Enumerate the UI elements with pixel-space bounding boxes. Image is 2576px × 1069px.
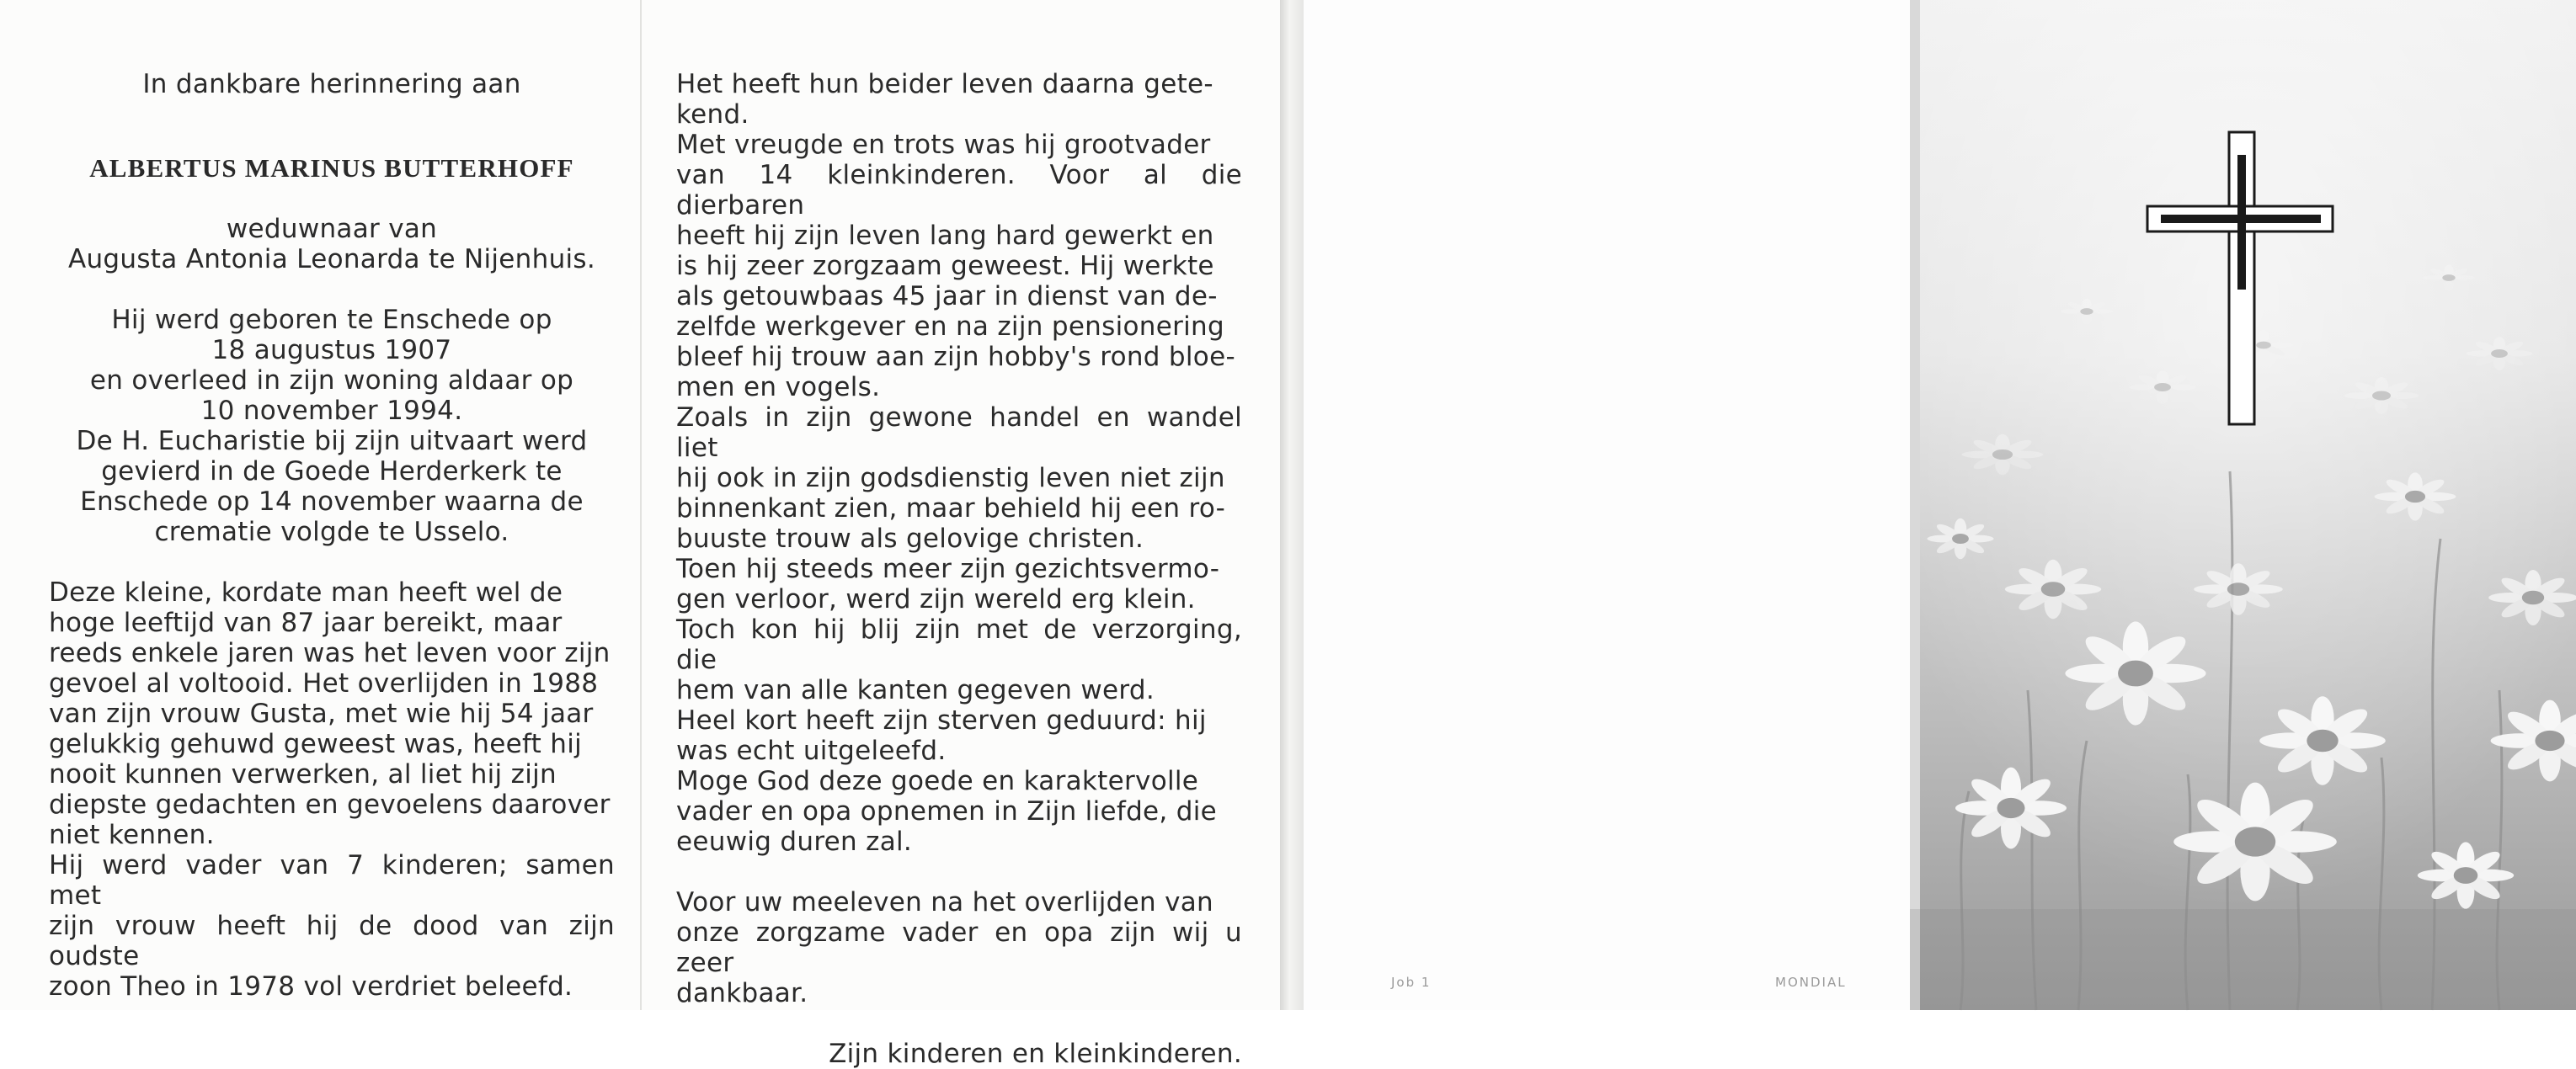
story-line: Zoals in zijn gewone handel en wandel liet	[676, 402, 1242, 463]
story-line: hij ook in zijn godsdienstig leven niet zijn	[676, 463, 1225, 493]
story-line: hem van alle kanten gegeven werd.	[676, 675, 1155, 705]
story-line: Met vreugde en trots was hij grootvader	[676, 130, 1211, 160]
life-dates-text	[49, 305, 615, 547]
thanks-text	[676, 887, 1242, 1008]
story-line: zelfde werkgever en na zijn pensionering	[676, 311, 1224, 342]
life-line: Hij werd geboren te Enschede op	[111, 305, 552, 335]
story-line: gelukkig gehuwd geweest was, heeft hij	[49, 729, 583, 759]
story-line: niet kennen.	[49, 820, 215, 850]
story-line: Moge God deze goede en karaktervolle	[676, 766, 1199, 796]
center-fold-line	[640, 0, 642, 1010]
life-line: 18 augustus 1907	[211, 335, 452, 365]
thanks-line: Voor uw meeleven na het overlijden van	[676, 887, 1213, 917]
print-code: Job 1	[1391, 975, 1432, 990]
story-line: binnenkant zien, maar behield hij een ro-	[676, 493, 1226, 524]
story-line: vader en opa opnemen in Zijn liefde, die	[676, 796, 1218, 827]
story-line: bleef hij trouw aan zijn hobby's rond bloe-	[676, 342, 1235, 372]
relation-line: weduwnaar van	[226, 214, 438, 244]
story-line: Heel kort heeft zijn sterven geduurd: hij	[676, 705, 1207, 736]
left-column	[49, 69, 615, 1002]
story-text-right	[676, 69, 1242, 857]
story-line: Hij werd vader van 7 kinderen; samen met	[49, 850, 615, 911]
story-line: gevoel al voltooid. Het overlijden in 1988	[49, 668, 599, 699]
sheet-gap	[1280, 0, 1304, 1010]
story-line: van 14 kleinkinderen. Voor al die dierbaren	[676, 160, 1242, 221]
life-line: De H. Eucharistie bij zijn uitvaart werd	[76, 426, 588, 456]
story-line: kend.	[676, 99, 749, 130]
story-line: is hij zeer zorgzaam geweest. Hij werkte	[676, 251, 1214, 281]
story-line: Deze kleine, kordate man heeft wel de	[49, 577, 563, 608]
story-line: nooit kunnen verwerken, al liet hij zijn	[49, 759, 557, 790]
story-line: Toen hij steeds meer zijn gezichtsvermo-	[676, 554, 1220, 584]
story-line: gen verloor, werd zijn wereld erg klein.	[676, 584, 1196, 614]
relation-line: Augusta Antonia Leonarda te Nijenhuis.	[67, 244, 596, 274]
story-line: buuste trouw als gelovige christen.	[676, 524, 1144, 554]
story-line: was echt uitgeleefd.	[676, 736, 947, 766]
life-line: en overleed in zijn woning aldaar op	[89, 365, 574, 396]
story-line: reeds enkele jaren was het leven voor zijn	[49, 638, 611, 668]
intro-line: In dankbare herinnering aan	[142, 69, 521, 99]
story-line: als getouwbaas 45 jaar in dienst van de-	[676, 281, 1218, 311]
life-line: crematie volgde te Usselo.	[154, 517, 509, 547]
thanks-line: dankbaar.	[676, 978, 808, 1008]
deceased-name: ALBERTUS MARINUS BUTTERHOFF	[89, 153, 574, 183]
daisy-field-photo	[1910, 0, 2576, 1010]
story-line: Het heeft hun beider leven daarna gete-	[676, 69, 1213, 99]
story-line: diepste gedachten en gevoelens daarover	[49, 790, 611, 820]
story-line: zoon Theo in 1978 vol verdriet beleefd.	[49, 971, 573, 1002]
printer-mark: MONDIAL	[1775, 975, 1847, 990]
card-inside-sheet	[0, 0, 1280, 1069]
cover-photo-panel	[1910, 0, 2576, 1010]
signature: Zijn kinderen en kleinkinderen.	[829, 1039, 1242, 1069]
story-line: men en vogels.	[676, 372, 881, 402]
story-line: hoge leeftijd van 87 jaar bereikt, maar	[49, 608, 563, 638]
thanks-line: onze zorgzame vader en opa zijn wij u zeer	[676, 917, 1242, 978]
life-line: 10 november 1994.	[200, 396, 463, 426]
story-line: heeft hij zijn leven lang hard gewerkt en	[676, 221, 1214, 251]
life-line: Enschede op 14 november waarna de	[80, 487, 584, 517]
story-text-left	[49, 577, 615, 1002]
right-column	[676, 69, 1242, 1069]
story-line: Toch kon hij blij zijn met de verzorging, die	[676, 614, 1242, 675]
story-line: zijn vrouw heeft hij de dood van zijn oudste	[49, 911, 615, 971]
story-line: van zijn vrouw Gusta, met wie hij 54 jaar	[49, 699, 594, 729]
relation-text	[49, 214, 615, 274]
story-line: eeuwig duren zal.	[676, 827, 913, 857]
life-line: gevierd in de Goede Herderkerk te	[101, 456, 563, 487]
